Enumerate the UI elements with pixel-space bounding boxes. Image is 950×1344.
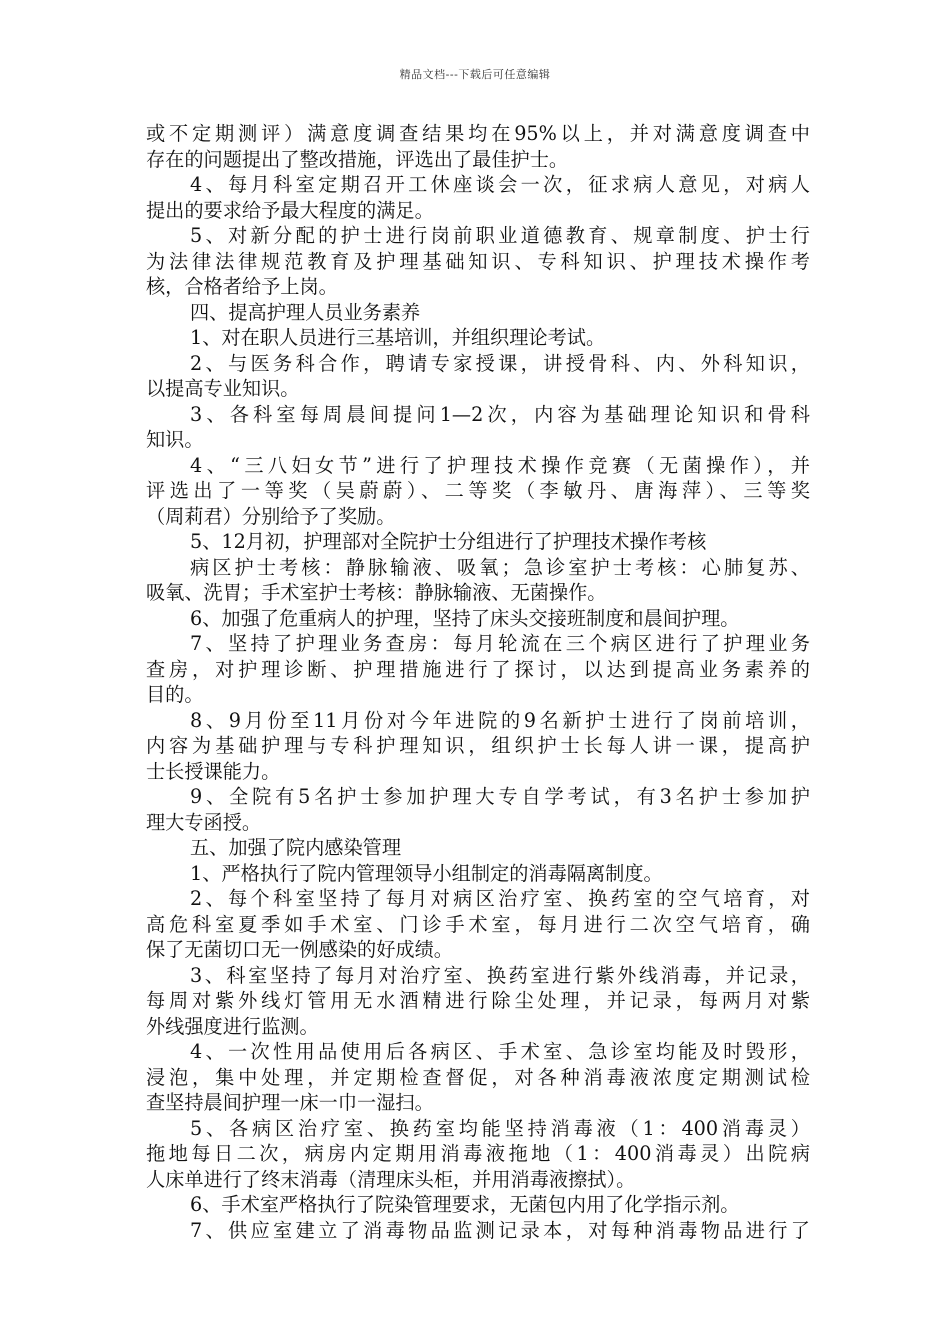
- text-line: 知识。: [146, 428, 204, 451]
- text-line: 提出的要求给予最大程度的满足。: [146, 198, 434, 222]
- text-line: 高危科室夏季如手术室、门诊手术室，每月进行二次空气培育，确: [146, 912, 810, 936]
- text-line: 3、科室坚持了每月对治疗室、换药室进行紫外线消毒，并记录，: [190, 963, 810, 987]
- text-line: 以提高专业知识。: [146, 377, 300, 400]
- text-line: 5、各病区治疗室、换药室均能坚持消毒液（1：400消毒灵）: [190, 1116, 810, 1140]
- text-line: 存在的问题提出了整改措施，评选出了最佳护士。: [146, 147, 569, 171]
- text-line: 外线强度进行监测。: [146, 1014, 319, 1038]
- text-line: 每周对紫外线灯管用无水酒精进行除尘处理，并记录，每两月对紫: [146, 989, 810, 1012]
- text-line: 四、提高护理人员业务素养: [190, 300, 421, 324]
- text-line: 5、对新分配的护士进行岗前职业道德教育、规章制度、护士行: [190, 224, 810, 247]
- text-line: 或不定期测评）满意度调查结果均在95%以上，并对满意度调查中: [146, 122, 810, 145]
- text-line: 2、与医务科合作，聘请专家授课，讲授骨科、内、外科知识，: [190, 351, 810, 375]
- text-line: 浸泡，集中处理，并定期检查督促，对各种消毒液浓度定期测试检: [146, 1065, 810, 1089]
- text-line: 理大专函授。: [146, 810, 262, 834]
- text-line: 6、手术室严格执行了院染管理要求，无菌包内用了化学指示剂。: [190, 1193, 740, 1216]
- text-line: 9、全院有5名护士参加护理大专自学考试，有3名护士参加护: [190, 785, 810, 808]
- text-line: 评选出了一等奖（吴蔚蔚）、二等奖（李敏丹、唐海萍）、三等奖: [146, 479, 810, 502]
- text-line: 7、坚持了护理业务查房：每月轮流在三个病区进行了护理业务: [190, 632, 810, 655]
- text-line: 人床单进行了终末消毒（清理床头柜，并用消毒液擦拭）。: [146, 1167, 636, 1191]
- text-line: 3、各科室每周晨间提问1—2次，内容为基础理论知识和骨科: [190, 402, 810, 426]
- text-line: 查坚持晨间护理一床一巾一湿扫。: [146, 1091, 434, 1114]
- text-line: （周莉君）分别给予了奖励。: [146, 504, 396, 528]
- text-line: 内容为基础护理与专科护理知识，组织护士长每人讲一课，提高护: [146, 734, 810, 757]
- text-line: 五、加强了院内感染管理: [190, 836, 402, 859]
- text-line: 吸氧、洗胃；手术室护士考核：静脉输液、无菌操作。: [146, 581, 607, 604]
- text-line: 病区护士考核：静脉输液、吸氧；急诊室护士考核：心肺复苏、: [190, 555, 810, 579]
- text-line: 核，合格者给予上岗。: [146, 275, 338, 298]
- text-line: 1、严格执行了院内管理领导小组制定的消毒隔离制度。: [190, 861, 663, 885]
- text-line: 2、每个科室坚持了每月对病区治疗室、换药室的空气培育，对: [190, 887, 810, 910]
- document-body: [146, 121, 810, 1243]
- text-line: 保了无菌切口无一例感染的好成绩。: [146, 938, 453, 961]
- text-line: 4、每月科室定期召开工休座谈会一次，征求病人意见，对病人: [190, 173, 810, 196]
- text-line: 为法律法律规范教育及护理基础知识、专科知识、护理技术操作考: [146, 249, 810, 273]
- text-line: 拖地每日二次，病房内定期用消毒液拖地（1：400消毒灵）出院病: [146, 1142, 810, 1165]
- text-line: 士长授课能力。: [146, 759, 281, 783]
- text-line: 查房，对护理诊断、护理措施进行了探讨，以达到提高业务素养的: [146, 657, 810, 681]
- page-header: 精品文档---下载后可任意编辑: [399, 68, 551, 81]
- text-line: 7、供应室建立了消毒物品监测记录本，对每种消毒物品进行了: [190, 1218, 810, 1242]
- text-line: 目的。: [146, 683, 204, 706]
- text-line: 5、12月初，护理部对全院护士分组进行了护理技术操作考核: [190, 530, 707, 553]
- text-line: 8、9月份至11月份对今年进院的9名新护士进行了岗前培训，: [190, 708, 810, 732]
- text-line: 4、“三八妇女节”进行了护理技术操作竞赛（无菌操作），并: [190, 453, 810, 477]
- text-line: 6、加强了危重病人的护理，坚持了床头交接班制度和晨间护理。: [190, 606, 740, 630]
- text-line: 4、一次性用品使用后各病区、手术室、急诊室均能及时毁形，: [190, 1040, 810, 1063]
- text-line: 1、对在职人员进行三基培训，并组织理论考试。: [190, 326, 606, 349]
